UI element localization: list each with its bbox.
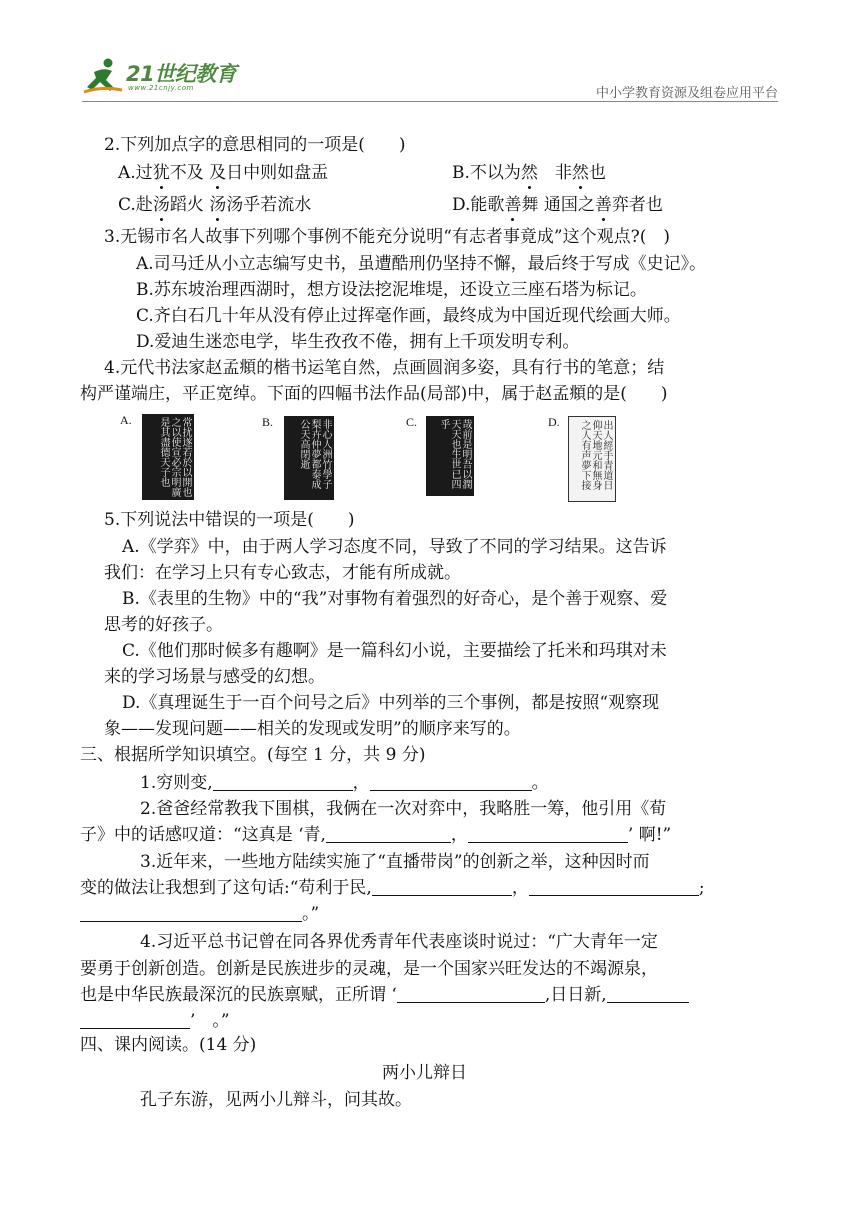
answer-blank[interactable]: [326, 824, 451, 843]
logo-text: 21世纪教育: [126, 62, 237, 86]
calligraphy-label-a: A.: [120, 413, 132, 427]
emphasis-dot-char: 然: [520, 163, 538, 183]
q5-option-a-line1: A.《学弈》中，由于两人学习态度不同，导致了不同的学习结果。这告诉: [122, 537, 667, 557]
emphasis-dot-char: 及: [209, 163, 227, 183]
answer-blank[interactable]: [529, 877, 699, 896]
calligraphy-sample-d: 出人經手青道日仰天地元和無身之人有声夢下接: [568, 416, 616, 502]
fill-item-4-line2: 要勇于创新创造。创新是民族进步的灵魂，是一个国家兴旺发达的不竭源泉，: [80, 959, 658, 979]
header-divider: [82, 101, 778, 102]
calligraphy-sample-b: 非心人洲竹學子梨卉仲夢都泰成公天高閉逝: [284, 416, 334, 500]
calligraphy-label-d: D.: [548, 415, 560, 429]
fill-item-3-line3: 。”: [80, 903, 319, 925]
passage-paragraph: 孔子东游，见两小儿辩斗，问其故。: [140, 1090, 412, 1110]
q4-stem-line2: 构严谨端庄，平正宽绰。下面的四幅书法作品(局部)中，属于赵孟頫的是( ): [80, 384, 668, 404]
calligraphy-label-c: C.: [406, 415, 418, 429]
answer-blank[interactable]: [80, 903, 302, 922]
q5-option-a-line2: 我们：在学习上只有专心致志，才能有所成就。: [104, 563, 461, 583]
platform-name: 中小学教育资源及组卷应用平台: [595, 86, 778, 101]
q4-stem-line1: 4.元代书法家赵孟頫的楷书运笔自然，点画圆润多姿，具有行书的笔意；结: [104, 358, 665, 378]
fill-item-3-line2: 变的做法让我想到了这句话:“苟利于民, ， ;: [80, 878, 705, 898]
q3-option-c: C.齐白石几十年从没有停止过挥毫作画，最终成为中国近现代绘画大师。: [136, 306, 681, 326]
q3-option-a: A.司马迁从小立志编写史书，虽遭酷刑仍坚持不懈，最后终于写成《史记》。: [136, 254, 707, 274]
q5-option-c-line1: C.《他们那时候多有趣啊》是一篇科幻小说，主要描绘了托米和玛琪对未: [122, 641, 667, 661]
answer-blank[interactable]: [468, 824, 628, 843]
q5-option-c-line2: 来的学习场景与感受的幻想。: [104, 667, 325, 687]
emphasis-dot-char: 犹: [152, 163, 170, 183]
q5-option-b-line1: B.《表里的生物》中的“我”对事物有着强烈的好奇心，是个善于观察、爱: [122, 589, 668, 609]
q2-stem: 2.下列加点字的意思相同的一项是( ): [104, 135, 406, 155]
fill-item-1: 1.穷则变, ， 。: [140, 773, 549, 793]
passage-title: 两小儿辩日: [382, 1063, 467, 1083]
section-4-heading: 四、课内阅读。(14 分): [80, 1035, 257, 1055]
fill-item-2-line2: 子》中的话感叹道：“这真是 ‘青, ， ’ 啊!”: [80, 825, 672, 845]
emphasis-dot-char: 汤: [209, 195, 227, 215]
emphasis-dot-char: 善: [504, 195, 522, 215]
calligraphy-sample-c: 哉前是明吾以潤天天也生世已四乎: [426, 416, 474, 496]
fill-item-4-line4: ’ 。”: [80, 1010, 230, 1032]
calligraphy-sample-a: 常扰遂若於以開也之以使宣必宗明廣是其盡德天子也: [142, 414, 194, 500]
q5-option-d-line2: 象——发现问题——相关的发现或发明”的顺序来写的。: [104, 719, 521, 739]
q5-stem: 5.下列说法中错误的一项是( ): [104, 510, 355, 530]
fill-item-2-line1: 2.爸爸经常教我下围棋，我俩在一次对弈中，我略胜一筹，他引用《荀: [140, 799, 667, 819]
fill-item-4-line1: 4.习近平总书记曾在同各界优秀青年代表座谈时说过：“广大青年一定: [140, 932, 658, 952]
q2-option-c: C.赴汤蹈火 汤汤乎若流水: [118, 195, 312, 215]
section-3-heading: 三、根据所学知识填空。(每空 1 分，共 9 分): [80, 745, 426, 765]
q5-option-b-line2: 思考的好孩子。: [104, 615, 223, 635]
q2-option-d: D.能歌善舞 通国之善弈者也: [452, 195, 663, 215]
answer-blank[interactable]: [80, 1010, 190, 1029]
fill-item-4-line3: 也是中华民族最深沉的民族禀赋，正所谓 ‘ ,日日新,: [80, 984, 689, 1006]
running-person-icon: [82, 56, 124, 96]
answer-blank[interactable]: [372, 877, 512, 896]
answer-blank[interactable]: [607, 984, 689, 1003]
fill-item-3-line1: 3.近年来，一些地方陆续实施了“直播带岗”的创新之举，这种因时而: [140, 852, 650, 872]
answer-blank[interactable]: [397, 984, 545, 1003]
emphasis-dot-char: 善: [594, 195, 612, 215]
q3-option-b: B.苏东坡治理西湖时，想方设法挖泥堆堤，还设立三座石塔为标记。: [136, 280, 647, 300]
calligraphy-label-b: B.: [262, 415, 274, 429]
emphasis-dot-char: 汤: [152, 195, 170, 215]
q3-stem: 3.无锡市名人故事下列哪个事例不能充分说明“有志者事竟成”这个观点?( ): [104, 227, 670, 247]
q5-option-d-line1: D.《真理诞生于一百个问号之后》中列举的三个事例，都是按照“观察现: [122, 693, 660, 713]
q2-option-b: B.不以为然 非然也: [452, 163, 606, 183]
emphasis-dot-char: 然: [571, 163, 589, 183]
q3-option-d: D.爱迪生迷恋电学，毕生孜孜不倦，拥有上千项发明专利。: [136, 332, 580, 352]
q2-option-a: A.过犹不及 及日中则如盘盂: [118, 163, 329, 183]
answer-blank[interactable]: [370, 772, 532, 791]
logo-url: www.21cnjy.com: [128, 84, 194, 92]
answer-blank[interactable]: [213, 772, 353, 791]
site-logo: [82, 56, 237, 98]
